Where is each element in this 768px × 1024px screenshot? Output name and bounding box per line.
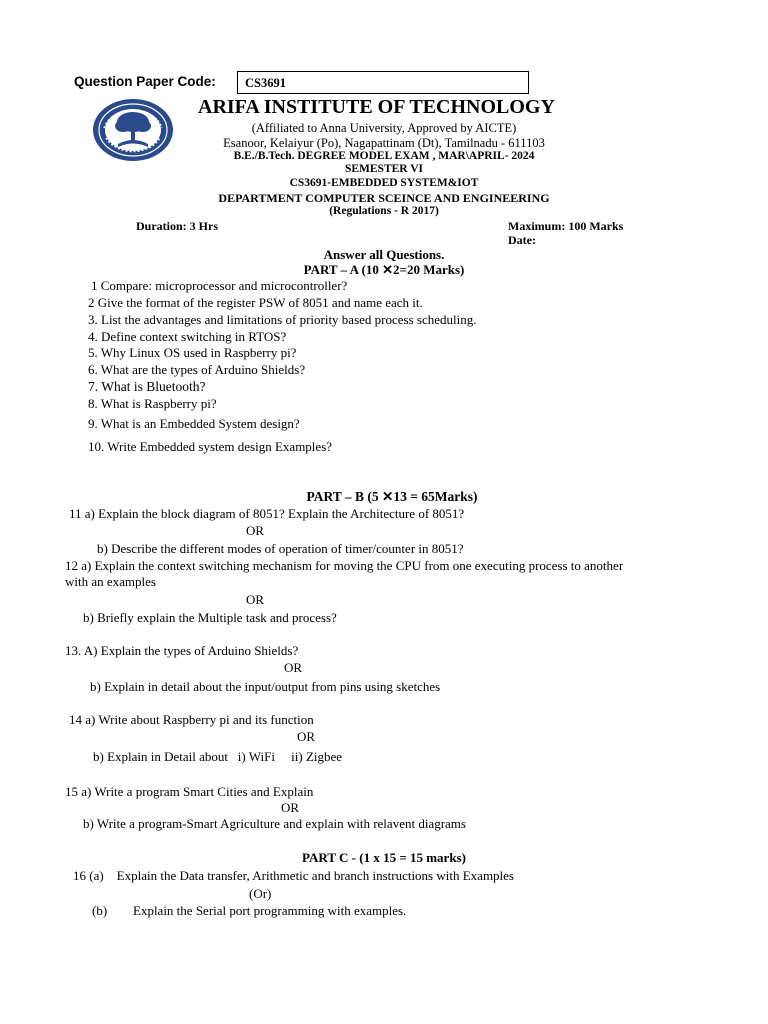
question-14b: b) Explain in Detail about i) WiFi ii) Zigbee [93, 749, 343, 764]
question-14a: 14 a) Write about Raspberry pi and its function [69, 712, 314, 727]
part-a-question-7: 7. What is Bluetooth? [88, 379, 206, 394]
max-marks: Maximum: 100 Marks [508, 219, 624, 233]
subject: CS3691-EMBEDDED SYSTEM&IOT [289, 177, 479, 189]
department: DEPARTMENT COMPUTER SCEINCE AND ENGINEERING [218, 191, 550, 205]
question-16b-label: (b) [92, 903, 108, 918]
question-12a-line2: with an examples [65, 574, 156, 589]
question-paper-code-label: Question Paper Code: [74, 74, 216, 89]
exam-title: B.E./B.Tech. DEGREE MODEL EXAM , MAR\APRIL- 2024 [233, 150, 535, 162]
question-12b: b) Briefly explain the Multiple task and process? [83, 610, 337, 625]
part-c-title: PART C - (1 x 15 = 15 marks) [302, 850, 466, 865]
affiliation: (Affiliated to Anna University, Approved by AICTE) [251, 121, 517, 135]
question-15a: 15 a) Write a program Smart Cities and Explain [65, 784, 314, 799]
address: Esanoor, Kelaiyur (Po), Nagapattinam (Dt), Tamilnadu - 611103 [223, 136, 545, 150]
question-14-or: OR [297, 729, 316, 744]
question-16a: 16 (a) Explain the Data transfer, Arithmetic and branch instructions with Examples [73, 868, 514, 883]
part-a-question-1: 1 Compare: microprocessor and microcontroller? [91, 278, 348, 293]
regulations: (Regulations - R 2017) [329, 205, 439, 217]
semester: SEMESTER VI [344, 163, 424, 175]
part-a-question-9: 9. What is an Embedded System design? [88, 416, 300, 431]
date-label: Date: [508, 233, 536, 247]
question-12-or: OR [246, 592, 265, 607]
question-paper-code: CS3691 [245, 76, 286, 90]
part-a-title: PART – A (10 ✕2=20 Marks) [303, 262, 465, 277]
question-13b: b) Explain in detail about the input/output from pins using sketches [90, 679, 441, 694]
part-a-question-2: 2 Give the format of the register PSW of 8051 and name each it. [88, 295, 423, 310]
part-a-question-3: 3. List the advantages and limitations of priority based process scheduling. [88, 312, 477, 327]
part-a-question-8: 8. What is Raspberry pi? [88, 396, 217, 411]
question-11b: b) Describe the different modes of operation of timer/counter in 8051? [97, 541, 464, 556]
part-a-question-6: 6. What are the types of Arduino Shields? [88, 362, 306, 377]
question-15b: b) Write a program-Smart Agriculture and explain with relavent diagrams [83, 816, 466, 831]
instructions: Answer all Questions. [323, 247, 445, 262]
question-16-or: (Or) [249, 886, 272, 901]
question-13-or: OR [284, 660, 303, 675]
part-a-question-4: 4. Define context switching in RTOS? [88, 329, 287, 344]
question-11-or: OR [246, 523, 265, 538]
institute-name: ARIFA INSTITUTE OF TECHNOLOGY [198, 96, 555, 118]
question-11a: 11 a) Explain the block diagram of 8051? Explain the Architecture of 8051? [69, 506, 465, 521]
duration: Duration: 3 Hrs [136, 219, 218, 233]
question-13a: 13. A) Explain the types of Arduino Shields? [65, 643, 299, 658]
question-16b: Explain the Serial port programming with examples. [133, 903, 407, 918]
question-12a-line1: 12 a) Explain the context switching mechanism for moving the CPU from one executing process to another [65, 558, 624, 573]
part-a-question-5: 5. Why Linux OS used in Raspberry pi? [88, 345, 297, 360]
part-b-title: PART – B (5 ✕13 = 65Marks) [306, 489, 478, 504]
question-15-or: OR [281, 800, 300, 815]
part-a-question-10: 10. Write Embedded system design Examples? [88, 439, 333, 454]
